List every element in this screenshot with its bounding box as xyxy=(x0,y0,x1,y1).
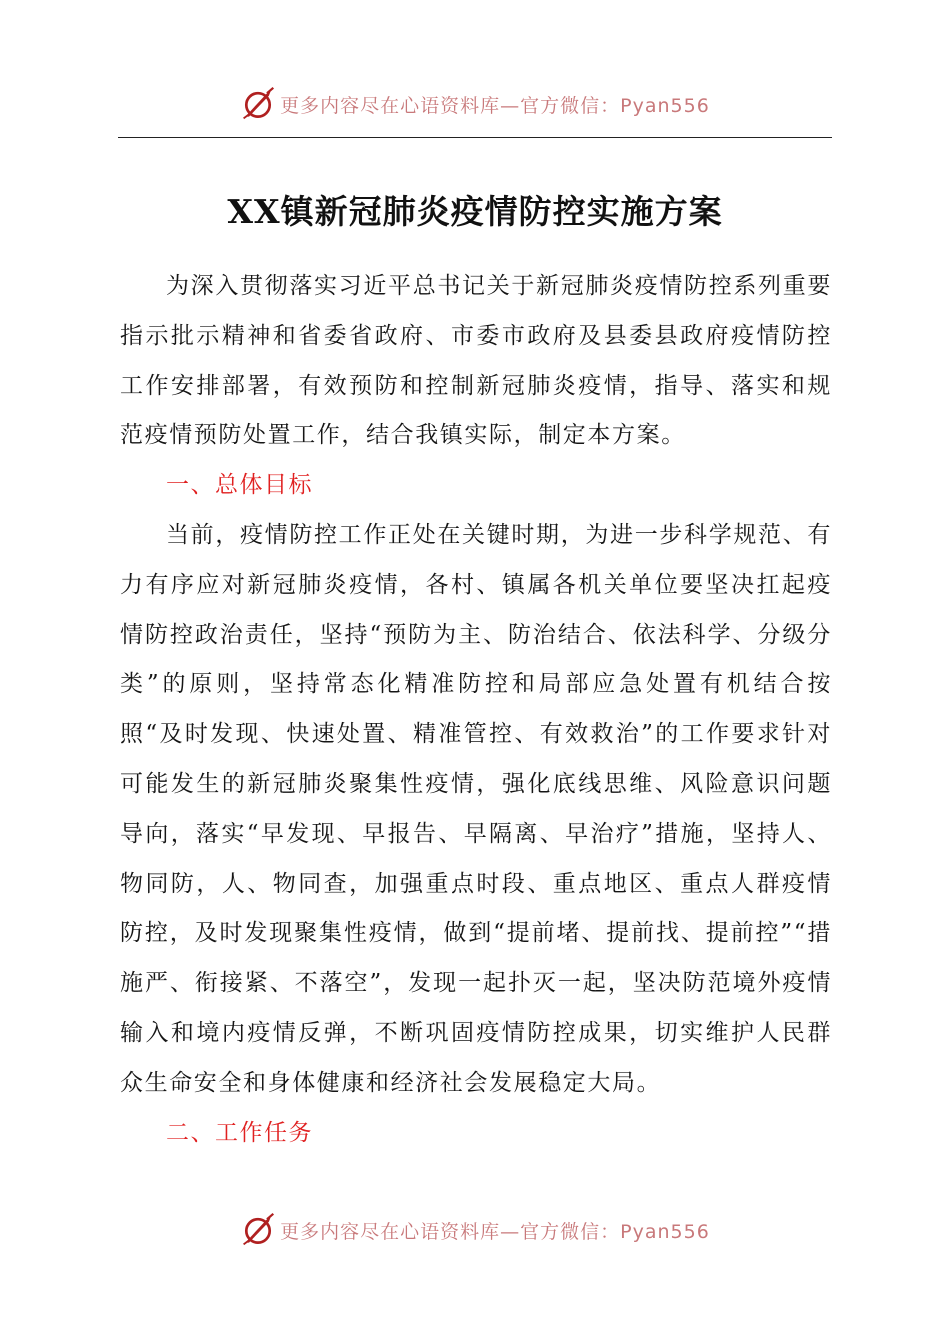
banner-text: 更多内容尽在心语资料库—官方微信： xyxy=(280,94,621,117)
section-heading-overall-goal: 一、总体目标 xyxy=(166,472,313,499)
section-heading-work-tasks: 二、工作任务 xyxy=(166,1119,313,1146)
quill-seal-logo-icon xyxy=(240,86,276,122)
header-divider xyxy=(118,137,832,138)
banner-text: 更多内容尽在心语资料库—官方微信： xyxy=(280,1220,621,1243)
document-title: XX镇新冠肺炎疫情防控实施方案 xyxy=(227,192,723,231)
banner-wechat-id: Pyan556 xyxy=(620,94,710,117)
document-body xyxy=(120,262,832,1158)
quill-seal-logo-icon xyxy=(240,1212,276,1248)
banner-wechat-id: Pyan556 xyxy=(620,1220,710,1243)
header-watermark-banner xyxy=(0,84,950,124)
footer-watermark-banner xyxy=(0,1210,950,1250)
overall-goal-paragraph: 当前，疫情防控工作正处在关键时期，为进一步科学规范、有力有序应对新冠肺炎疫情，各村、镇属各机关单位要坚决扛起疫情防控政治责任，坚持“预防为主、防治结合、依法科学、分级分类”的原则，坚持常态化精准防控和局部应急处置有机结合按照“及时发现、快速处置、精准管控、有效救治”的工作要求针对可能发生的新冠肺炎聚集性疫情，强化底线思维、风险意识问题导向，落实“早发现、早报告、早隔离、早治疗”措施，坚持人、物同防，人、物同查，加强重点时段、重点地区、重点人群疫情防控，及时发现聚集性疫情，做到“提前堵、提前找、提前控”“措施严、衔接紧、不落空”，发现一起扑灭一起，坚决防范境外疫情输入和境内疫情反弹，不断巩固疫情防控成果，切实维护人民群众生命安全和身体健康和经济社会发展稳定大局。 xyxy=(120,521,832,1096)
intro-paragraph: 为深入贯彻落实习近平总书记关于新冠肺炎疫情防控系列重要指示批示精神和省委省政府、市委市政府及县委县政府疫情防控工作安排部署，有效预防和控制新冠肺炎疫情，指导、落实和规范疫情预防处置工作，结合我镇实际，制定本方案。 xyxy=(120,273,832,449)
